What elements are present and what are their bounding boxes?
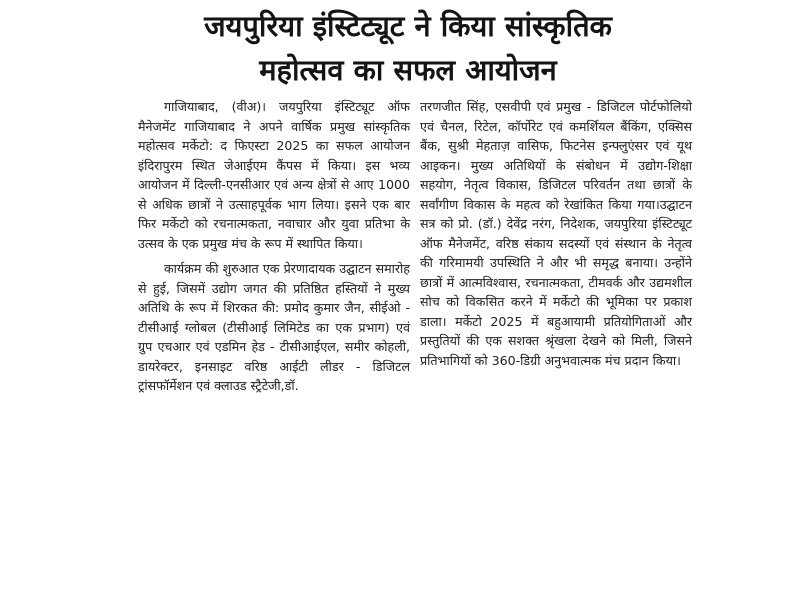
- article-paragraph: कार्यक्रम की शुरुआत एक प्रेरणादायक उद्घाटन समारोह से हुई, जिसमें उद्योग जगत की प्रतिष्ठित हस्तियों ने मुख्य अतिथि के रूप में शिरकत की: प्रमोद कुमार जैन, सीईओ - टीसीआई ग्लोबल (टीसीआई लिमिटेड का एक प्रभाग) एवं ग्रुप एचआर एवं एडमिन हेड - टीसीआईएल, समीर कोहली, डायरेक्टर, इनसाइट वरिष्ठ आईटी लीडर - डिजिटल ट्रांसफॉर्मेशन एवं क्लाउड स्ट्रैटेजी,डॉ.: [138, 261, 410, 393]
- article-paragraph: गाजियाबाद, (वीअ)। जयपुरिया इंस्टिट्यूट ऑफ मैनेजमेंट गाजियाबाद ने अपने वार्षिक प्रमुख सांस्कृतिक महोत्सव मर्केटो: द फिएस्टा 2025 का सफल आयोजन इंदिरापुरम स्थित जेआईएम कैंपस में किया। इस भव्य आयोजन में दिल्ली-एनसीआर एवं अन्य क्षेत्रों से आए 1000 से अधिक छात्रों ने उत्साहपूर्वक भाग लिया। इसने एक बार फिर मर्केटो को रचनात्मकता, नवाचार और युवा प्रतिभा के उत्सव के एक प्रमुख मंच के रूप में स्थापित किया।: [138, 99, 410, 251]
- newspaper-clipping: [128, 0, 692, 600]
- headline: [128, 4, 688, 92]
- article-column-left: [138, 97, 410, 402]
- headline-line-2: महोत्सव का सफल आयोजन: [259, 53, 557, 87]
- headline-line-1: जयपुरिया इंस्टिट्यूट ने किया सांस्कृतिक: [204, 9, 612, 43]
- article-paragraph: तरणजीत सिंह, एसवीपी एवं प्रमुख - डिजिटल पोर्टफोलियो एवं चैनल, रिटेल, कॉर्पोरेट एवं कमर्शियल बैंकिंग, एक्सिस बैंक, सुश्री मेहताज़ वासिफ, फिटनेस इन्फ्लुएंसर एवं यूथ आइकन। मुख्य अतिथियों के संबोधन में उद्योग-शिक्षा सहयोग, नेतृत्व विकास, डिजिटल परिवर्तन तथा छात्रों के सर्वांगीण विकास के महत्व को रेखांकित किया गया।उद्घाटन सत्र को प्रो. (डॉ.) देवेंद्र नरंग, निदेशक, जयपुरिया इंस्टिट्यूट ऑफ मैनेजमेंट, वरिष्ठ संकाय सदस्यों एवं संस्थान के नेतृत्व की गरिमामयी उपस्थिति ने और भी समृद्ध बनाया। उन्होंने छात्रों में आत्मविश्वास, रचनात्मकता, टीमवर्क और उद्यमशील सोच को विकसित करने में मर्केटो की भूमिका पर प्रकाश डाला। मर्केटो 2025 में बहुआयामी प्रतियोगिताओं और प्रस्तुतियों की एक सशक्त श्रृंखला देखने को मिली, जिसने प्रतिभागियों को 360-डिग्री अनुभवात्मक मंच प्रदान किया।: [420, 99, 692, 368]
- article-column-right: [420, 97, 692, 376]
